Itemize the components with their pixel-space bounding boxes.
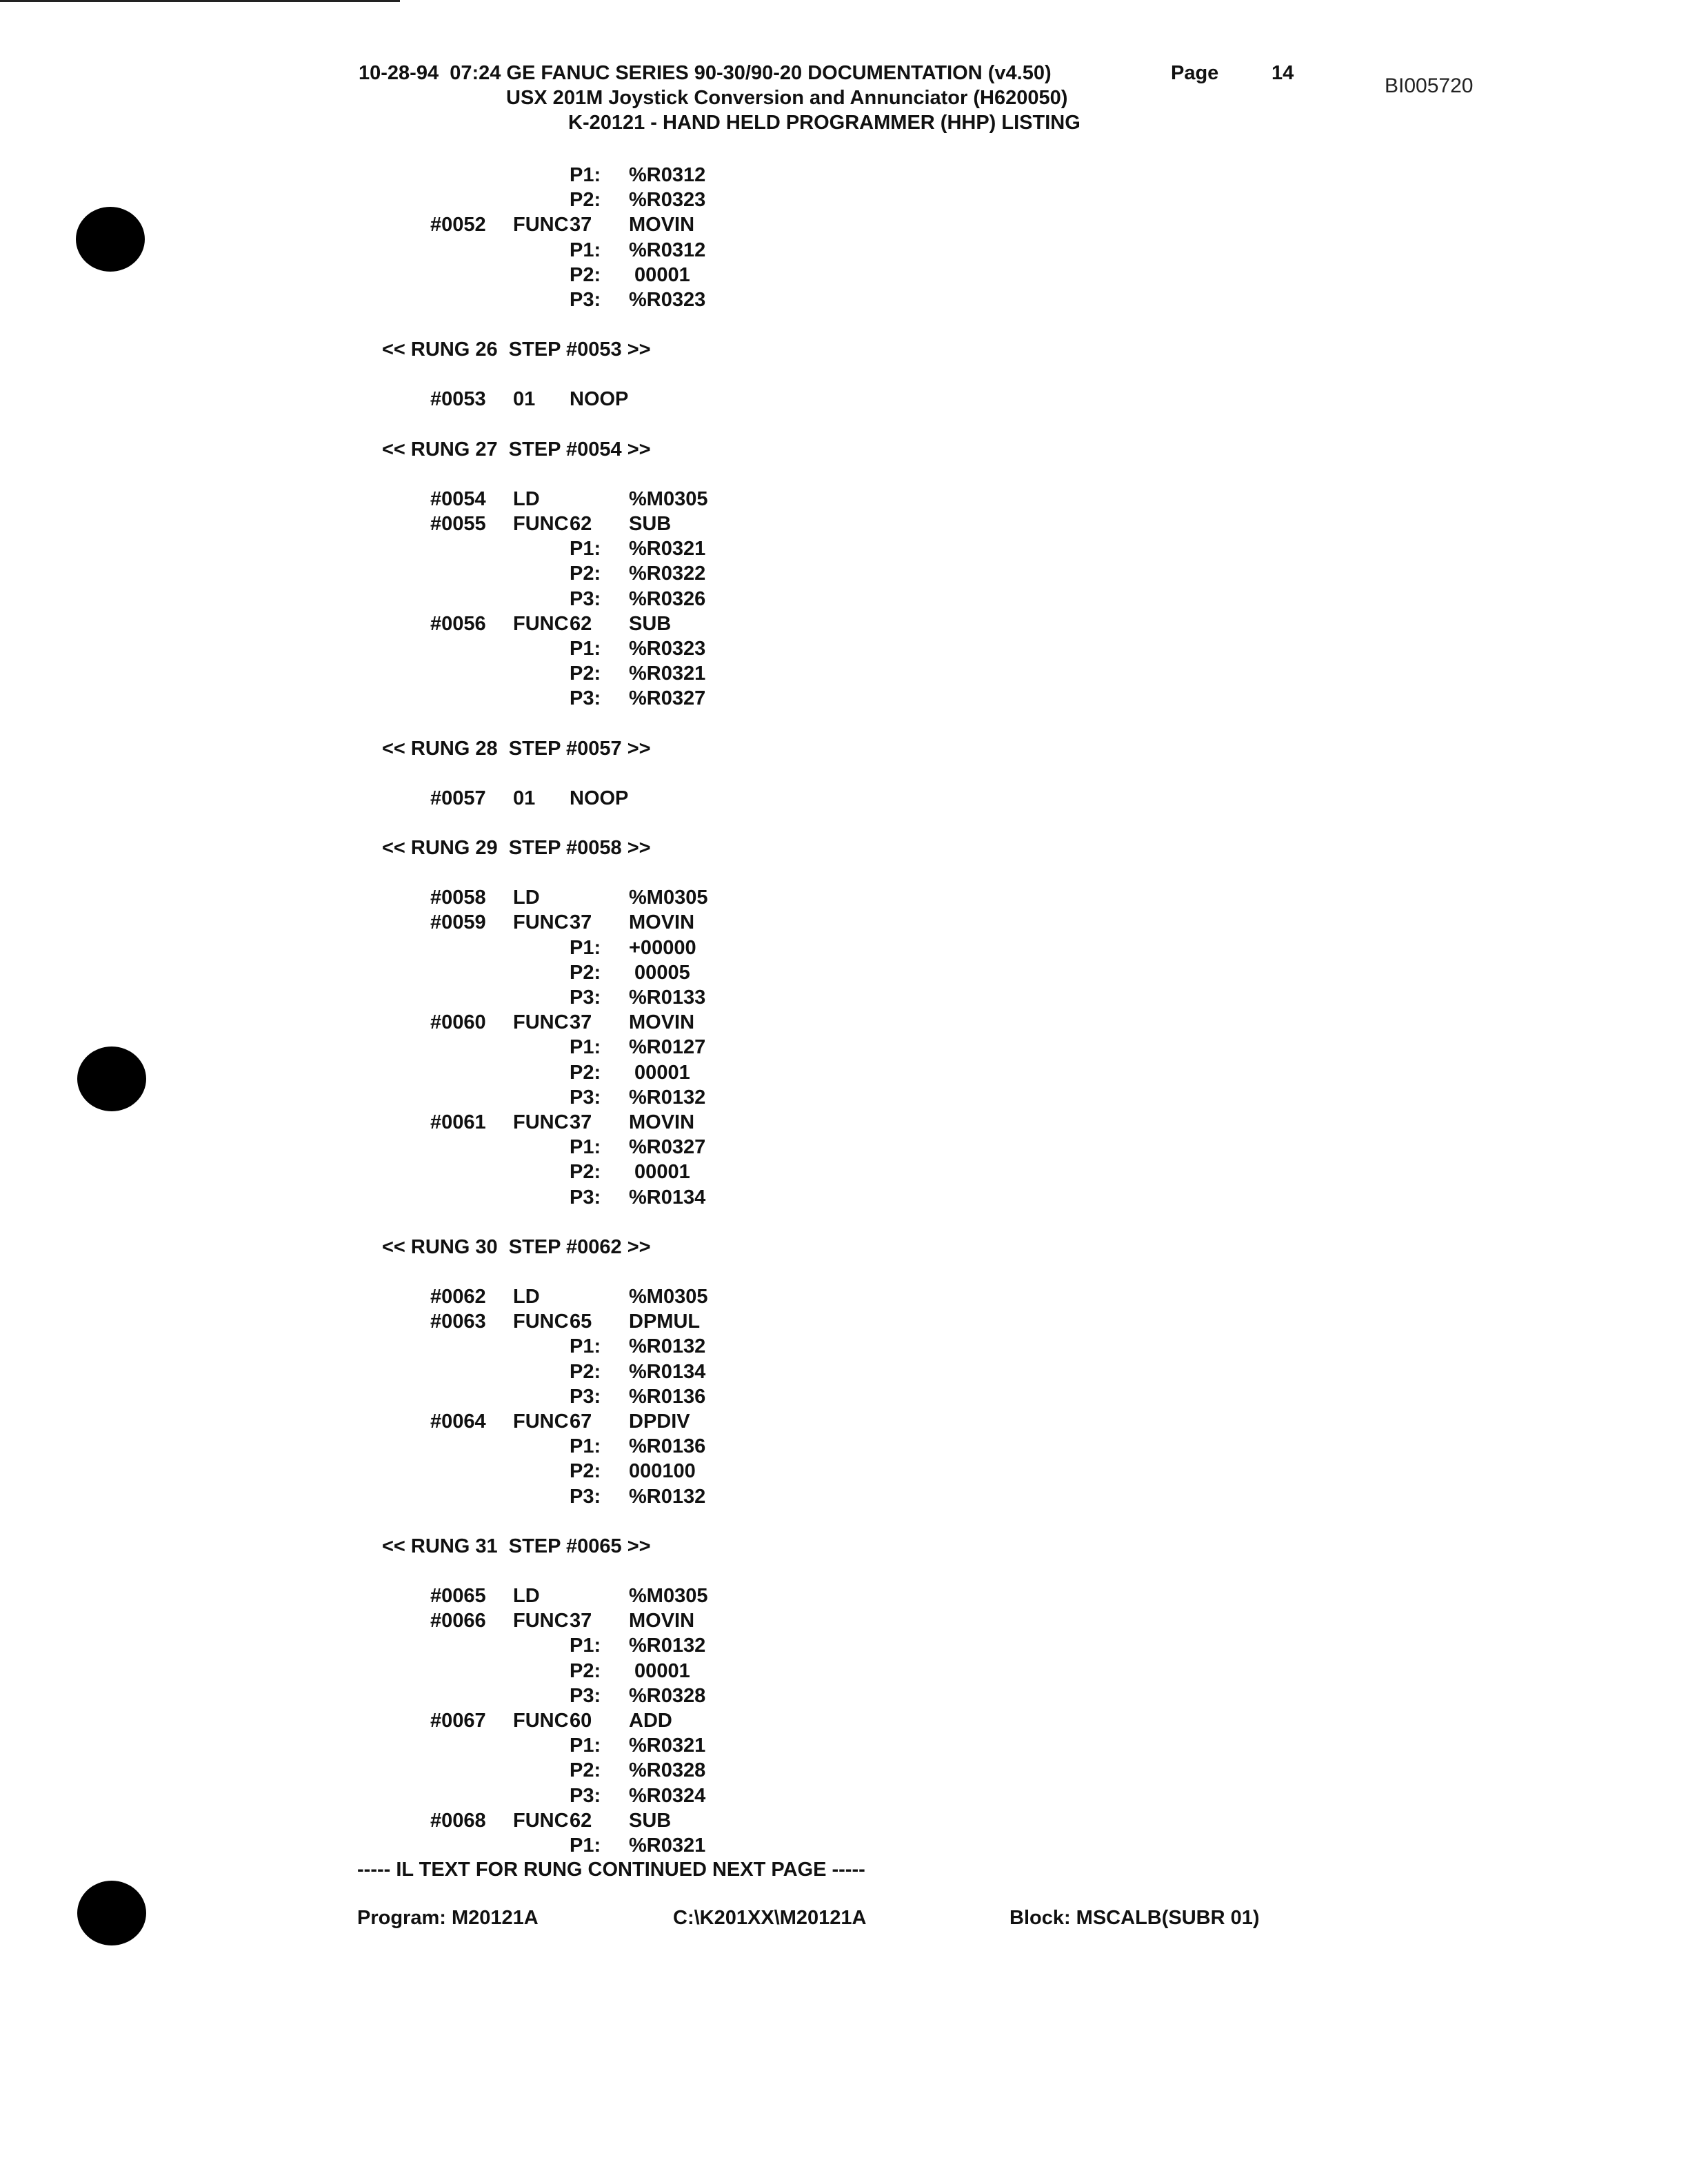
operand: %R0132 (629, 1335, 706, 1358)
operand: %M0305 (629, 887, 708, 909)
operand: MOVIN (629, 1111, 695, 1133)
operand: %M0305 (629, 1585, 708, 1607)
listing-row (0, 1808, 1688, 1833)
rung-header: << RUNG 27 STEP #0054 >> (382, 438, 651, 461)
operand: %R0321 (629, 1834, 706, 1857)
operand: %R0321 (629, 1735, 706, 1757)
function-number: 37 (570, 214, 592, 236)
function-number: 62 (570, 513, 592, 535)
operand: 00001 (629, 1161, 690, 1184)
rung-header: << RUNG 28 STEP #0057 >> (382, 737, 651, 760)
listing-row (0, 1309, 1688, 1334)
step-number: #0063 (430, 1311, 486, 1333)
listing-row (0, 1783, 1688, 1808)
opcode: LD (513, 1585, 540, 1607)
operand: %R0136 (629, 1435, 706, 1458)
listing-row (0, 1284, 1688, 1309)
page-number: 14 (1272, 62, 1294, 84)
step-number: #0067 (430, 1710, 486, 1732)
listing-row (0, 1633, 1688, 1658)
operand: %R0134 (629, 1360, 706, 1383)
opcode: LD (513, 887, 540, 909)
function-number: 37 (570, 1610, 592, 1632)
listing-row (0, 1484, 1688, 1509)
step-number: #0066 (430, 1610, 486, 1632)
operand: SUB (629, 513, 672, 535)
step-number: #0062 (430, 1286, 486, 1308)
opcode: FUNC (513, 1311, 569, 1333)
opcode: FUNC (513, 513, 569, 535)
operand: 00001 (629, 263, 690, 286)
param-label: P3: (570, 987, 601, 1009)
listing-row (0, 1110, 1688, 1135)
param-label: P2: (570, 1061, 601, 1084)
operand: %R0323 (629, 189, 706, 212)
listing-row (0, 1135, 1688, 1160)
operand: %R0328 (629, 1684, 706, 1707)
function-number: 62 (570, 1809, 592, 1832)
step-number: #0059 (430, 911, 486, 934)
rung-header: << RUNG 29 STEP #0058 >> (382, 837, 651, 859)
listing-row (0, 1608, 1688, 1633)
step-number: #0058 (430, 887, 486, 909)
param-label: P1: (570, 1335, 601, 1358)
listing-row (0, 611, 1688, 636)
listing-row (0, 910, 1688, 935)
listing-row (0, 1659, 1688, 1684)
operand: 000100 (629, 1460, 696, 1483)
footer-program: Program: M20121A (357, 1907, 539, 1929)
param-label: P1: (570, 538, 601, 560)
param-label: P1: (570, 1635, 601, 1657)
step-number: #0052 (430, 214, 486, 236)
operand: MOVIN (629, 1011, 695, 1034)
param-label: P1: (570, 936, 601, 959)
listing-row (0, 561, 1688, 586)
operand: %R0326 (629, 587, 706, 610)
operand: %R0328 (629, 1759, 706, 1782)
opcode: FUNC (513, 1809, 569, 1832)
opcode: FUNC (513, 1111, 569, 1133)
function-number: NOOP (570, 388, 629, 411)
listing-row (0, 487, 1688, 512)
listing-row (0, 1035, 1688, 1060)
header-line-3: K-20121 - HAND HELD PROGRAMMER (HHP) LISTING (568, 112, 1081, 134)
function-number: 37 (570, 1111, 592, 1133)
listing-row (0, 536, 1688, 561)
param-label: P2: (570, 663, 601, 685)
operand: MOVIN (629, 214, 695, 236)
rung-header: << RUNG 26 STEP #0053 >> (382, 338, 651, 361)
function-number: 62 (570, 612, 592, 635)
function-number: 67 (570, 1410, 592, 1433)
step-number: #0054 (430, 487, 486, 510)
param-label: P2: (570, 1460, 601, 1483)
step-number: #0065 (430, 1585, 486, 1607)
param-label: P3: (570, 1485, 601, 1508)
listing-row (0, 1833, 1688, 1858)
listing-row (0, 885, 1688, 910)
param-label: P3: (570, 1784, 601, 1807)
operand: %R0322 (629, 563, 706, 585)
bates-number: BI005720 (1385, 74, 1474, 97)
param-label: P2: (570, 1161, 601, 1184)
listing-row (0, 1185, 1688, 1210)
operand: %R0321 (629, 538, 706, 560)
listing-row (0, 1708, 1688, 1733)
operand: %R0323 (629, 289, 706, 311)
listing-row (0, 188, 1688, 212)
param-label: P2: (570, 189, 601, 212)
listing-row (0, 1409, 1688, 1434)
listing-row (0, 1459, 1688, 1484)
step-number: #0064 (430, 1410, 486, 1433)
operand: +00000 (629, 936, 696, 959)
listing-row (0, 936, 1688, 960)
operand: %M0305 (629, 1286, 708, 1308)
listing-row (0, 587, 1688, 611)
operand: DPDIV (629, 1410, 690, 1433)
param-label: P2: (570, 263, 601, 286)
param-label: P3: (570, 1684, 601, 1707)
function-number: NOOP (570, 787, 629, 809)
param-label: P3: (570, 1385, 601, 1408)
param-label: P2: (570, 1360, 601, 1383)
header-line-2: USX 201M Joystick Conversion and Annunciator (H620050) (506, 87, 1068, 109)
param-label: P3: (570, 587, 601, 610)
operand: %R0132 (629, 1635, 706, 1657)
operand: %R0136 (629, 1385, 706, 1408)
rung-header: << RUNG 31 STEP #0065 >> (382, 1535, 651, 1557)
punch-hole-bottom (77, 1881, 146, 1945)
operand: %R0132 (629, 1086, 706, 1109)
function-number: 37 (570, 911, 592, 934)
param-label: P2: (570, 961, 601, 984)
function-number: 37 (570, 1011, 592, 1034)
operand: %R0327 (629, 687, 706, 710)
operand: %R0132 (629, 1485, 706, 1508)
opcode: FUNC (513, 911, 569, 934)
opcode: 01 (513, 787, 536, 809)
listing-row (0, 1160, 1688, 1184)
param-label: P1: (570, 1136, 601, 1159)
operand: 00001 (629, 1061, 690, 1084)
listing-row (0, 387, 1688, 412)
param-label: P2: (570, 1659, 601, 1682)
param-label: P1: (570, 1834, 601, 1857)
step-number: #0061 (430, 1111, 486, 1133)
listing-row (0, 985, 1688, 1010)
opcode: FUNC (513, 1410, 569, 1433)
step-number: #0053 (430, 388, 486, 411)
param-label: P3: (570, 1086, 601, 1109)
operand: %M0305 (629, 487, 708, 510)
operand: %R0134 (629, 1186, 706, 1209)
page-label: Page (1171, 62, 1219, 84)
continued-note: ----- IL TEXT FOR RUNG CONTINUED NEXT PAGE ----- (357, 1859, 865, 1881)
param-label: P1: (570, 638, 601, 660)
listing-row (0, 512, 1688, 536)
function-number: 60 (570, 1710, 592, 1732)
param-label: P3: (570, 289, 601, 311)
opcode: 01 (513, 388, 536, 411)
listing-row (0, 1733, 1688, 1758)
listing-row (0, 1584, 1688, 1608)
opcode: FUNC (513, 1710, 569, 1732)
operand: %R0312 (629, 239, 706, 261)
step-number: #0068 (430, 1809, 486, 1832)
operand: 00005 (629, 961, 690, 984)
opcode: LD (513, 1286, 540, 1308)
listing-row (0, 1334, 1688, 1359)
listing-row (0, 1434, 1688, 1459)
listing-row (0, 1384, 1688, 1409)
step-number: #0057 (430, 787, 486, 809)
operand: %R0127 (629, 1036, 706, 1059)
param-label: P3: (570, 687, 601, 710)
header-line-1: 10-28-94 07:24 GE FANUC SERIES 90-30/90-20 DOCUMENTATION (v4.50) (359, 62, 1052, 84)
operand: SUB (629, 1809, 672, 1832)
listing-row (0, 238, 1688, 263)
step-number: #0060 (430, 1011, 486, 1034)
step-number: #0056 (430, 612, 486, 635)
listing-row (0, 1085, 1688, 1110)
operand: MOVIN (629, 911, 695, 934)
operand: %R0312 (629, 164, 706, 186)
operand: DPMUL (629, 1311, 701, 1333)
listing-row (0, 1010, 1688, 1035)
rung-header: << RUNG 30 STEP #0062 >> (382, 1235, 651, 1258)
opcode: FUNC (513, 214, 569, 236)
opcode: FUNC (513, 612, 569, 635)
operand: %R0327 (629, 1136, 706, 1159)
listing-row (0, 1060, 1688, 1085)
param-label: P1: (570, 1735, 601, 1757)
param-label: P2: (570, 1759, 601, 1782)
listing-row (0, 163, 1688, 188)
param-label: P1: (570, 1036, 601, 1059)
listing-row (0, 1684, 1688, 1708)
operand: %R0133 (629, 987, 706, 1009)
param-label: P2: (570, 563, 601, 585)
listing-row (0, 661, 1688, 686)
operand: MOVIN (629, 1610, 695, 1632)
param-label: P3: (570, 1186, 601, 1209)
param-label: P1: (570, 239, 601, 261)
listing-row (0, 1359, 1688, 1384)
footer-block: Block: MSCALB(SUBR 01) (1009, 1907, 1260, 1929)
opcode: FUNC (513, 1610, 569, 1632)
opcode: LD (513, 487, 540, 510)
listing-row (0, 287, 1688, 312)
function-number: 65 (570, 1311, 592, 1333)
top-edge-rule (0, 0, 400, 2)
operand: ADD (629, 1710, 672, 1732)
listing-row (0, 212, 1688, 237)
step-number: #0055 (430, 513, 486, 535)
listing-row (0, 960, 1688, 985)
operand: %R0323 (629, 638, 706, 660)
listing-row (0, 636, 1688, 661)
listing-row (0, 1758, 1688, 1783)
footer-path: C:\K201XX\M20121A (673, 1907, 867, 1929)
param-label: P1: (570, 164, 601, 186)
param-label: P1: (570, 1435, 601, 1458)
listing-row (0, 686, 1688, 711)
listing-row (0, 786, 1688, 811)
operand: 00001 (629, 1659, 690, 1682)
opcode: FUNC (513, 1011, 569, 1034)
operand: %R0324 (629, 1784, 706, 1807)
listing-row (0, 263, 1688, 287)
operand: %R0321 (629, 663, 706, 685)
operand: SUB (629, 612, 672, 635)
